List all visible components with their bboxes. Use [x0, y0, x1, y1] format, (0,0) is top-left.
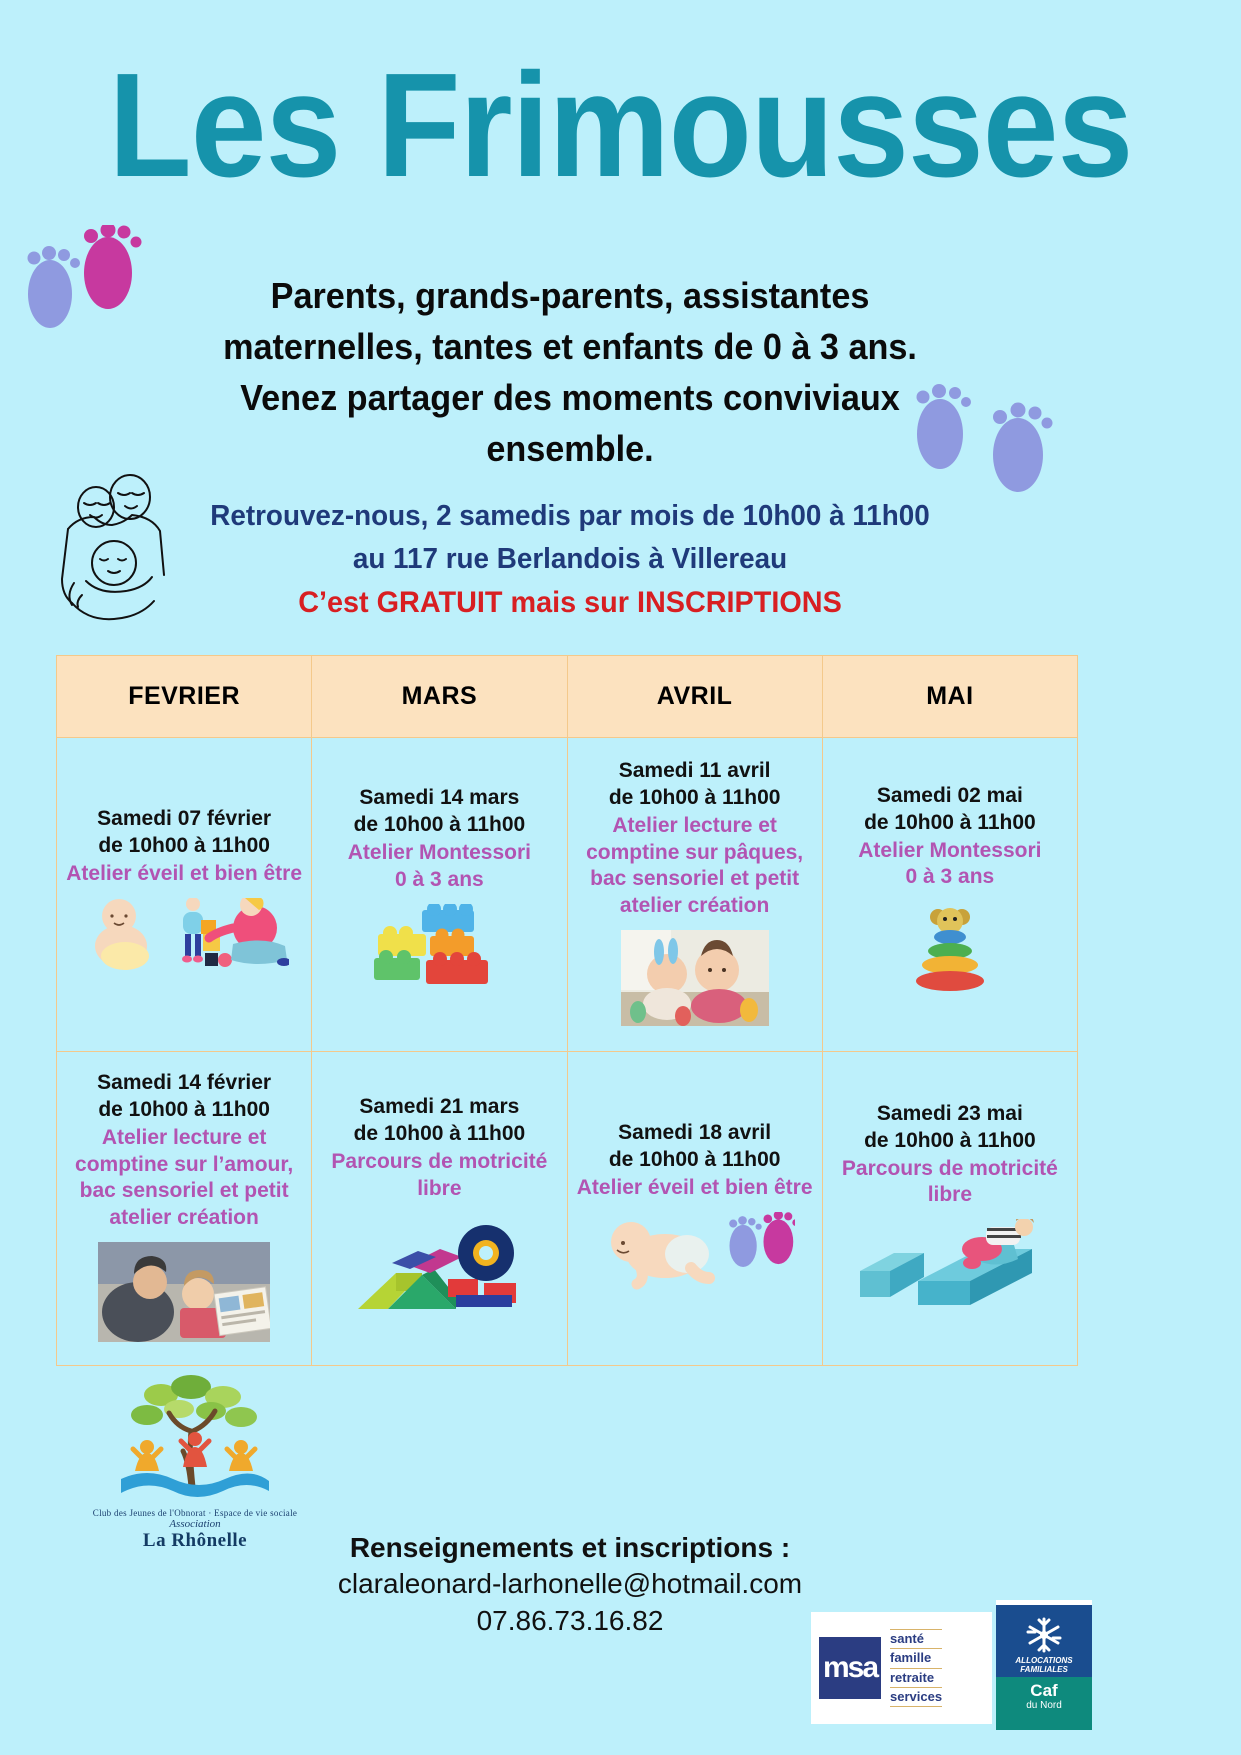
association-word: Association	[169, 1518, 221, 1530]
toddler-climbing-foam-blocks-photo	[860, 1219, 1040, 1316]
session-activity: Atelier éveil et bien être	[66, 861, 303, 885]
adult-reading-book-to-toddler-photo	[98, 1242, 270, 1347]
crawling-baby-and-footprints-illustration	[595, 1212, 795, 1297]
association-name: La Rhônelle	[142, 1530, 248, 1551]
session-date: Samedi 23 mai de 10h00 à 11h00	[864, 1101, 1036, 1152]
caf-logo-top	[996, 1605, 1092, 1677]
info-address: au 117 rue Berlandois à Villereau	[352, 542, 788, 575]
caf-allocations-familiales	[996, 1656, 1092, 1674]
calendar-row	[57, 1052, 1078, 1366]
babies-with-bunny-ears-easter-photo	[621, 930, 769, 1031]
snowflake-icon	[1022, 1613, 1066, 1657]
caf-line-allocations: ALLOCATIONS	[1015, 1655, 1073, 1665]
association-subtitle: Club des Jeunes de l'Obnorat · Espace de vie sociale	[92, 1508, 298, 1518]
msa-taglines	[890, 1629, 942, 1707]
session-activity: Parcours de motricité libre	[841, 1156, 1058, 1207]
info-schedule: Retrouvez-nous, 2 samedis par mois de 10h00 à 11h00	[210, 500, 930, 532]
msa-line-retraite: retraite	[890, 1668, 942, 1687]
session-cell	[822, 1052, 1077, 1366]
caf-name: Caf	[1030, 1681, 1058, 1700]
session-activity: Atelier Montessori 0 à 3 ans	[858, 838, 1042, 889]
intro-text	[190, 270, 950, 474]
session-activity: Atelier lecture et comptine sur pâques, bac sensoriel et petit atelier création	[586, 813, 804, 918]
month-header-fevrier: FEVRIER	[57, 656, 312, 738]
family-illustration	[38, 463, 178, 638]
msa-line-sante: santé	[890, 1629, 942, 1648]
intro-line-2: maternelles, tantes et enfants de 0 à 3 ans.	[223, 326, 917, 368]
activities-calendar	[56, 655, 1078, 1366]
msa-logo	[811, 1612, 992, 1724]
session-date: Samedi 02 mai de 10h00 à 11h00	[864, 783, 1036, 834]
session-cell	[312, 1052, 567, 1366]
colorful-building-blocks-photo	[364, 904, 514, 1004]
page-title: Les Frimousses	[108, 43, 1133, 208]
intro-line-3: Venez partager des moments conviviaux	[240, 377, 900, 419]
caf-line-familiales: FAMILIALES	[1020, 1664, 1068, 1674]
caf-logo	[996, 1600, 1092, 1730]
caf-logo-bottom	[996, 1677, 1092, 1730]
session-date: Samedi 14 mars de 10h00 à 11h00	[353, 786, 526, 837]
session-date: Samedi 07 février de 10h00 à 11h00	[97, 807, 272, 858]
session-date: Samedi 11 avril de 10h00 à 11h00	[608, 758, 781, 809]
month-header-mars: MARS	[312, 656, 567, 738]
intro-line-4: ensemble.	[486, 428, 654, 470]
caf-region: du Nord	[1026, 1700, 1062, 1711]
session-cell	[312, 738, 567, 1052]
session-date: Samedi 14 février de 10h00 à 11h00	[97, 1070, 272, 1121]
session-cell	[567, 738, 822, 1052]
contact-phone[interactable]: 07.86.73.16.82	[476, 1605, 664, 1637]
session-activity: Parcours de motricité libre	[331, 1150, 548, 1200]
foam-play-ramp-and-ring-photo	[344, 1213, 534, 1323]
msa-line-services: services	[890, 1687, 942, 1707]
session-date: Samedi 21 mars de 10h00 à 11h00	[353, 1095, 526, 1146]
session-activity: Atelier Montessori 0 à 3 ans	[347, 841, 531, 891]
msa-mark: msa	[819, 1637, 881, 1699]
session-cell	[57, 1052, 312, 1366]
month-header-mai: MAI	[822, 656, 1077, 738]
session-activity: Atelier lecture et comptine sur l’amour, bac sensoriel et petit atelier création	[75, 1125, 294, 1230]
tree-with-people-logo	[95, 1375, 295, 1503]
intro-line-1: Parents, grands-parents, assistantes	[270, 275, 870, 316]
baby-and-caregiver-playing-illustration	[79, 898, 289, 983]
session-cell	[567, 1052, 822, 1366]
session-cell	[57, 738, 312, 1052]
month-header-avril: AVRIL	[567, 656, 822, 738]
footer-title: Renseignements et inscriptions :	[349, 1532, 791, 1563]
practical-info	[186, 495, 954, 625]
stacking-rings-toy-photo	[900, 901, 1000, 1006]
footprints-decoration-top-left	[22, 225, 152, 355]
session-activity: Atelier éveil et bien être	[576, 1175, 813, 1199]
info-free-registration: C’est GRATUIT mais sur INSCRIPTIONS	[298, 585, 842, 619]
calendar-row	[57, 738, 1078, 1052]
association-logo-block	[80, 1375, 310, 1552]
contact-email[interactable]: claraleonard-larhonelle@hotmail.com	[337, 1568, 803, 1600]
session-cell	[822, 738, 1077, 1052]
session-date: Samedi 18 avril de 10h00 à 11h00	[608, 1121, 781, 1172]
msa-line-famille: famille	[890, 1648, 942, 1667]
contact-footer	[250, 1530, 890, 1640]
calendar-header-row	[57, 656, 1078, 738]
